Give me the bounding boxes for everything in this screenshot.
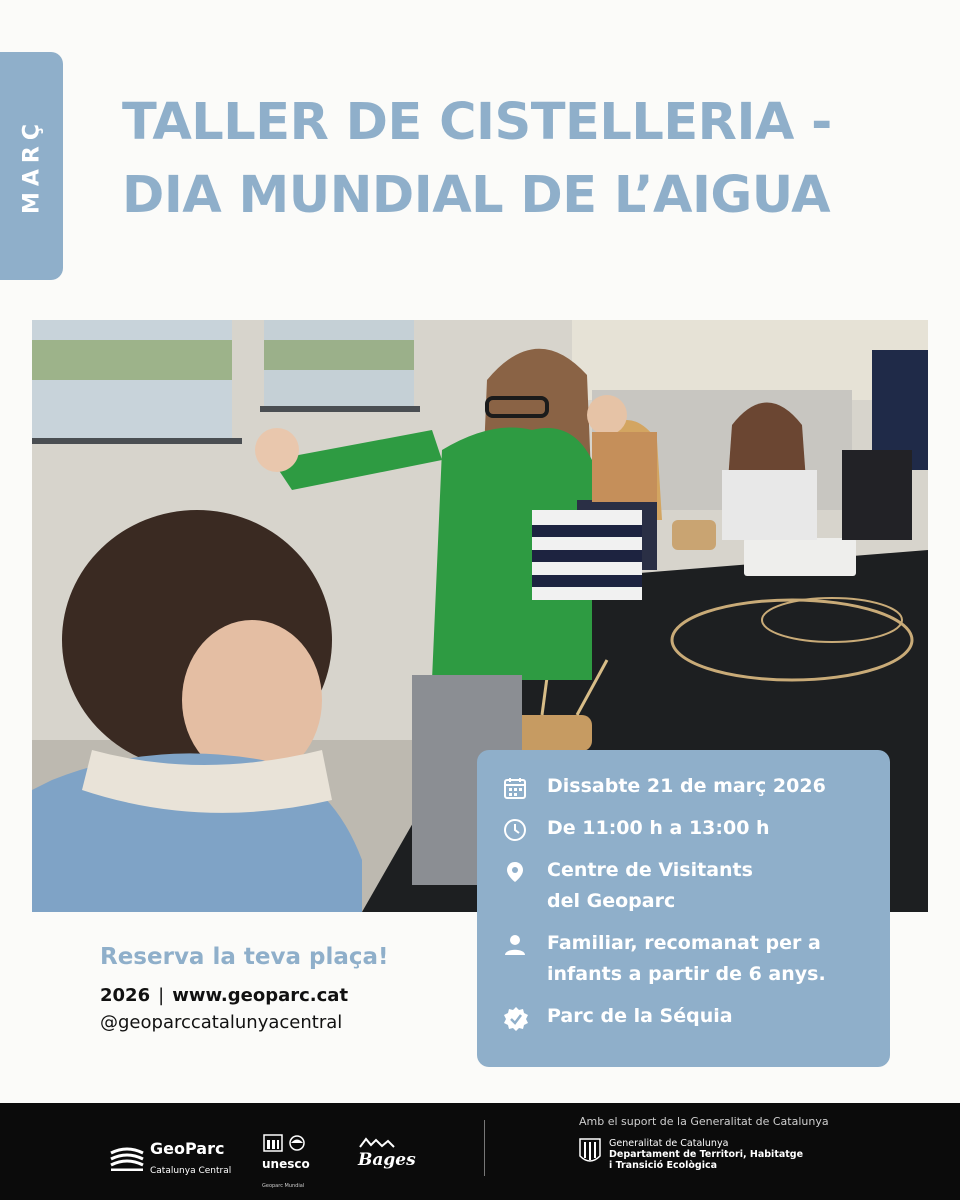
title-line-2: DIA MUNDIAL DE L’AIGUA — [122, 166, 831, 225]
clock-icon — [503, 818, 527, 842]
geoparc-name: GeoParc — [150, 1139, 225, 1158]
web-line — [100, 985, 348, 1006]
geoparc-mark-icon — [110, 1145, 144, 1171]
gencat-line-2: Departament de Territori, Habitatge — [609, 1149, 804, 1160]
event-audience-line-1: Familiar, recomanat per a — [547, 932, 821, 954]
page-title — [122, 86, 942, 232]
gencat-line-3: i Transició Ecològica — [609, 1160, 718, 1171]
title-line-1: TALLER DE CISTELLERIA - — [122, 93, 832, 152]
event-place-line-2: del Geoparc — [547, 890, 676, 912]
gencat-shield-icon — [579, 1138, 601, 1166]
booking-cta: Reserva la teva plaça! — [100, 944, 389, 970]
event-place-line-1: Centre de Visitants — [547, 859, 753, 881]
event-audience-line-2: infants a partir de 6 anys. — [547, 963, 826, 985]
bages-name: Bages — [358, 1150, 416, 1170]
month-tab — [0, 52, 63, 280]
event-site: Parc de la Séquia — [547, 1005, 733, 1027]
month-label: MARÇ — [19, 117, 44, 215]
gencat-logo — [579, 1138, 803, 1171]
event-info-card — [477, 750, 890, 1067]
info-site-row — [503, 1004, 870, 1032]
unesco-temple-icon — [262, 1133, 308, 1153]
geoparc-sub: Catalunya Central — [150, 1166, 232, 1176]
booking-year: 2026 — [100, 985, 151, 1006]
footer — [0, 1103, 960, 1200]
footer-divider — [484, 1120, 485, 1176]
support-text: Amb el suport de la Generalitat de Catalunya — [579, 1115, 829, 1128]
info-place-row — [503, 858, 870, 917]
unesco-sub: Geoparc Mundial — [262, 1183, 305, 1189]
website-link[interactable]: www.geoparc.cat — [172, 985, 349, 1006]
event-date: Dissabte 21 de març 2026 — [547, 775, 826, 797]
event-time: De 11:00 h a 13:00 h — [547, 817, 770, 839]
web-separator: | — [158, 985, 165, 1006]
unesco-logo — [262, 1133, 310, 1191]
gencat-line-1: Generalitat de Catalunya — [609, 1138, 729, 1149]
bages-logo — [358, 1133, 416, 1170]
info-time-row — [503, 816, 870, 844]
location-pin-icon — [503, 860, 527, 884]
person-icon — [503, 933, 527, 957]
social-handle[interactable]: @geoparccatalunyacentral — [100, 1012, 343, 1033]
info-date-row — [503, 774, 870, 802]
calendar-icon — [503, 776, 527, 800]
geoparc-logo — [110, 1139, 231, 1177]
event-audience — [547, 928, 826, 990]
badge-check-icon — [503, 1006, 527, 1030]
unesco-name: unesco — [262, 1157, 310, 1171]
info-audience-row — [503, 931, 870, 990]
event-place — [547, 855, 753, 917]
